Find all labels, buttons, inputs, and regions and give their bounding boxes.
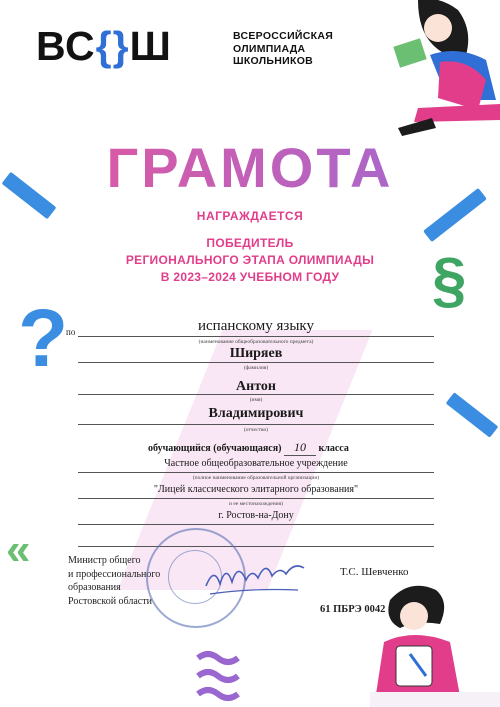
blue-dash-right-mid <box>446 392 499 438</box>
winner-line: В 2023–2024 УЧЕБНОМ ГОДУ <box>160 270 340 284</box>
woman-writing-illustration <box>370 580 500 707</box>
awarded-label: НАГРАЖДАЕТСЯ <box>196 209 304 223</box>
org-caption: (полное наименование образовательной организации) <box>192 475 320 481</box>
logo-mark-left: ВС <box>36 23 96 69</box>
signer-name: Т.С. Шевченко <box>340 566 409 578</box>
city-value: г. Ростов-на-Дону <box>218 510 294 521</box>
logo-text-line: ВСЕРОССИЙСКАЯ <box>233 30 334 42</box>
logo-mark-right: Ш <box>129 23 172 69</box>
subject-prefix: по <box>66 327 76 337</box>
patronymic-value: Владимирович <box>208 406 304 421</box>
patronymic-line <box>78 424 434 425</box>
logo-text-line: ШКОЛЬНИКОВ <box>233 55 314 67</box>
org-name-value: "Лицей классического элитарного образования" <box>153 484 359 495</box>
grade-value: 10 <box>284 440 316 456</box>
student-label-text: обучающийся (обучающаяся) <box>148 443 282 454</box>
grade-suffix: класса <box>318 443 349 454</box>
ministry-line: Министр общего <box>68 555 141 566</box>
olympiad-logo <box>36 23 172 69</box>
winner-line: ПОБЕДИТЕЛЬ <box>206 236 294 250</box>
name-value: Антон <box>236 379 276 394</box>
ministry-line: образования <box>68 582 121 593</box>
city-caption: и ее местонахождения) <box>229 501 283 507</box>
section-sign-icon: § <box>432 246 467 315</box>
winner-description <box>0 235 500 286</box>
certificate-number: 61 ПБРЭ 0042 <box>320 604 386 615</box>
patronymic-caption: (отчество) <box>243 427 269 433</box>
question-mark-icon: ? <box>18 293 69 384</box>
subject-line <box>78 336 434 337</box>
blank-line <box>78 546 434 547</box>
org-type-line <box>78 472 434 473</box>
girl-reading-illustration <box>378 0 500 140</box>
ministry-line: и профессионального <box>68 568 161 580</box>
logo-text-line: ОЛИМПИАДА <box>233 42 306 55</box>
org-name-line <box>78 498 434 499</box>
student-label <box>148 440 349 456</box>
name-caption: (имя) <box>249 397 263 403</box>
winner-line: РЕГИОНАЛЬНОГО ЭТАПА ОЛИМПИАДЫ <box>125 253 375 267</box>
subject-value: испанскому языку <box>197 318 314 334</box>
chevrons-left-icon: « <box>6 525 21 574</box>
logo-mark-braces: {} <box>95 23 130 69</box>
signature <box>200 552 310 602</box>
surname-caption: (фамилия) <box>243 365 269 371</box>
surname-line <box>78 362 434 363</box>
certificate-title: ГРАМОТА <box>0 140 500 196</box>
ministry-line: Ростовской области <box>68 595 152 607</box>
wave-lines-icon <box>196 648 240 707</box>
city-line <box>78 524 434 525</box>
subject-caption: (наименование общеобразовательного предмета) <box>198 339 314 345</box>
logo-text <box>233 30 333 68</box>
org-type-value: Частное общеобразовательное учреждение <box>164 458 348 469</box>
surname-value: Ширяев <box>229 346 283 361</box>
